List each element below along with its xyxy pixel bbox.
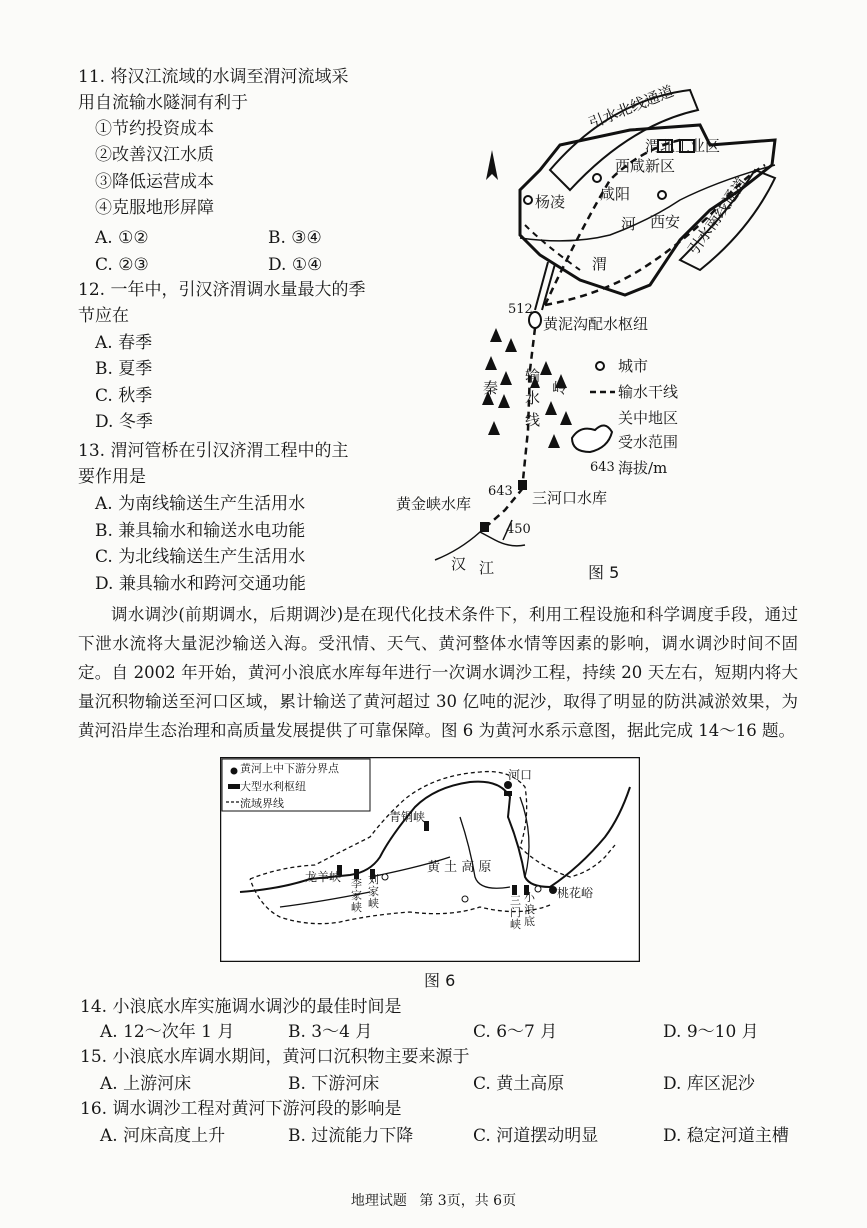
label-huangjinxia: 黄金峡水库 (396, 495, 472, 513)
label-taohuayu: 桃花峪 (557, 886, 594, 900)
huangjinxia-reservoir-marker (480, 522, 489, 532)
label-he: 河 (621, 215, 637, 233)
legend-area-icon (572, 425, 612, 452)
q15-option-c: C. 黄土高原 (473, 1074, 565, 1094)
label-xiaolangdi (524, 892, 536, 928)
page-footer (0, 1190, 867, 1210)
legend-area-label2: 受水范围 (618, 433, 679, 451)
legend-city-label: 城市 (618, 357, 649, 375)
q11-item-4: ④克服地形屏障 (95, 198, 214, 218)
liujiaxia-char-1: 刘 (368, 873, 379, 886)
passage-text: 调水调沙(前期调水，后期调沙)是在现代化技术条件下，利用工程设施和科学调度手段，通过下泄水流将大量泥沙输送入海。受汛情、天气、黄河整体水情等因素的影响，调水调沙时间不固定。自 2002 年开始，黄河小浪底水库每年进行一次调水调沙工程，持续 20 天左右，短期内将大量沉积物输送至河口区域，累计输送了黄河超过 30 亿吨的泥沙，取得了明显的防洪减淤效果，为黄河沿岸生态治理和高质量发展提供了可靠保障。图 6 为黄河水系示意图，据此完成 14～16 题。 (78, 605, 798, 740)
boundary-point-taohuayu (549, 886, 557, 894)
figure-5-caption: 图 5 (588, 563, 620, 582)
q12-stem-line1: 12. 一年中，引汉济渭调水量最大的季 (78, 280, 366, 300)
city-xianyang-dot (593, 174, 601, 182)
pipe-bridge (535, 262, 555, 310)
passage (78, 600, 798, 745)
q11-option-d: D. ①④ (268, 255, 323, 275)
label-elev-643: 643 (488, 484, 513, 499)
xiaolangdi-char-2: 浪 (524, 903, 535, 916)
q13-option-c: C. 为北线输送生产生活用水 (95, 547, 306, 567)
q11-item-1: ①节约投资成本 (95, 119, 214, 139)
q16-option-a: A. 河床高度上升 (100, 1126, 226, 1146)
q11-item-3: ③降低运营成本 (95, 172, 214, 192)
q12-stem-line2: 节应在 (78, 306, 129, 326)
legend-trunk-label: 输水干线 (618, 383, 679, 401)
q15-option-a: A. 上游河床 (100, 1074, 192, 1094)
xiaolangdi-char-3: 底 (524, 915, 535, 928)
label-qin: 秦 (483, 379, 499, 397)
q14-option-b: B. 3～4 月 (288, 1022, 373, 1042)
q16-option-b: B. 过流能力下降 (288, 1126, 414, 1146)
q13-option-b: B. 兼具输水和输送水电功能 (95, 521, 306, 541)
label-xian-line: 线 (525, 411, 541, 429)
label-xianyang: 咸阳 (600, 185, 631, 203)
liujiaxia-char-3: 峡 (368, 897, 379, 910)
legend-hydro-label: 大型水利枢纽 (240, 780, 306, 793)
city-yangling-dot (524, 196, 532, 204)
sanmenxia-char-1: 三 (510, 894, 521, 907)
q11-item-2: ②改善汉江水质 (95, 145, 214, 165)
label-longyangxia: 龙羊峡 (305, 870, 342, 884)
label-elev-450: 450 (506, 522, 531, 537)
figure-6-caption: 图 6 (424, 971, 456, 990)
q14-option-c: C. 6～7 月 (473, 1022, 558, 1042)
legend-area-label1: 关中地区 (618, 409, 679, 427)
label-yangling: 杨凌 (535, 193, 566, 211)
lijiaxia-char-3: 峡 (351, 901, 362, 914)
hydro-hekou-area (504, 791, 512, 796)
q13-stem-line1: 13. 渭河管桥在引汉济渭工程中的主 (78, 441, 349, 461)
label-ling: 岭 (552, 379, 568, 397)
q16-stem: 16. 调水调沙工程对黄河下游河段的影响是 (80, 1099, 402, 1119)
q12-option-a: A. 春季 (95, 333, 153, 353)
footer-page-number: 第 3页，共 6页 (419, 1193, 517, 1209)
legend-elev-label: 海拔/m (618, 459, 668, 477)
q11-option-c: C. ②③ (95, 255, 149, 275)
q11-stem-line2: 用自流输水隧洞有利于 (78, 93, 248, 113)
label-xixian: 西咸新区 (615, 157, 676, 175)
q12-option-d: D. 冬季 (95, 412, 153, 432)
label-qingtongxia: 青铜峡 (389, 810, 426, 824)
legend-boundary-point-icon (231, 768, 238, 775)
boundary-point-hekou (504, 781, 512, 789)
q13-option-d: D. 兼具输水和跨河交通功能 (95, 574, 306, 594)
q12-option-c: C. 秋季 (95, 386, 153, 406)
north-arrow-icon (486, 150, 498, 180)
xiaolangdi-char-1: 小 (524, 891, 535, 904)
legend-elev-sample: 643 (590, 460, 615, 475)
label-lijiaxia (351, 878, 363, 914)
liujiaxia-char-2: 家 (368, 885, 379, 898)
label-xian: 西安 (650, 213, 681, 231)
q13-stem-line2: 要作用是 (78, 467, 146, 487)
q14-option-a: A. 12～次年 1 月 (100, 1022, 235, 1042)
label-sanmenxia (510, 895, 522, 931)
sanmenxia-char-2: 门 (510, 906, 521, 919)
q16-option-d: D. 稳定河道主槽 (663, 1126, 789, 1146)
q12-option-b: B. 夏季 (95, 359, 153, 379)
q15-option-d: D. 库区泥沙 (663, 1074, 755, 1094)
q13-option-a: A. 为南线输送生产生活用水 (95, 494, 306, 514)
label-shui: 水 (525, 389, 541, 407)
label-hekou: 河口 (508, 768, 533, 782)
q16-option-c: C. 河道摆动明显 (473, 1126, 599, 1146)
label-liujiaxia (368, 874, 380, 910)
q15-stem: 15. 小浪底水库调水期间，黄河口沉积物主要来源于 (80, 1047, 470, 1067)
lijiaxia-char-1: 李 (351, 877, 362, 890)
label-elev-512: 512 (508, 302, 533, 317)
label-wei: 渭 (592, 255, 608, 273)
sanmenxia-char-3: 峡 (510, 918, 521, 931)
label-loess: 黄 土 高 原 (427, 860, 492, 875)
footer-subject: 地理试题 (350, 1193, 407, 1209)
legend-boundary-point-label: 黄河上中下游分界点 (240, 762, 339, 775)
label-north-tunnel: 引水北线通道 (586, 82, 677, 133)
label-shu: 输 (525, 367, 541, 385)
city-xian-dot (658, 191, 666, 199)
q11-stem-line1: 11. 将汉江流域的水调至渭河流域采 (78, 67, 349, 87)
label-han: 汉 (451, 555, 467, 573)
label-junction: 黄泥沟配水枢纽 (543, 315, 649, 333)
legend-city-icon (596, 362, 604, 370)
q15-option-b: B. 下游河床 (288, 1074, 380, 1094)
q14-option-d: D. 9～10 月 (663, 1022, 759, 1042)
label-industrial: 渭北工业区 (645, 137, 721, 155)
legend-basin-label: 流域界线 (240, 797, 284, 810)
lijiaxia-char-2: 家 (351, 889, 362, 902)
q14-stem: 14. 小浪底水库实施调水调沙的最佳时间是 (80, 997, 402, 1017)
legend-hydro-icon (228, 784, 240, 789)
label-sanhekou: 三河口水库 (532, 489, 608, 507)
q11-option-b: B. ③④ (268, 228, 322, 248)
label-south-tunnel: 引水南线通道 (684, 173, 751, 259)
label-jiang: 江 (479, 559, 495, 577)
sanhekou-reservoir-marker (518, 480, 527, 490)
q11-option-a: A. ①② (95, 228, 149, 248)
